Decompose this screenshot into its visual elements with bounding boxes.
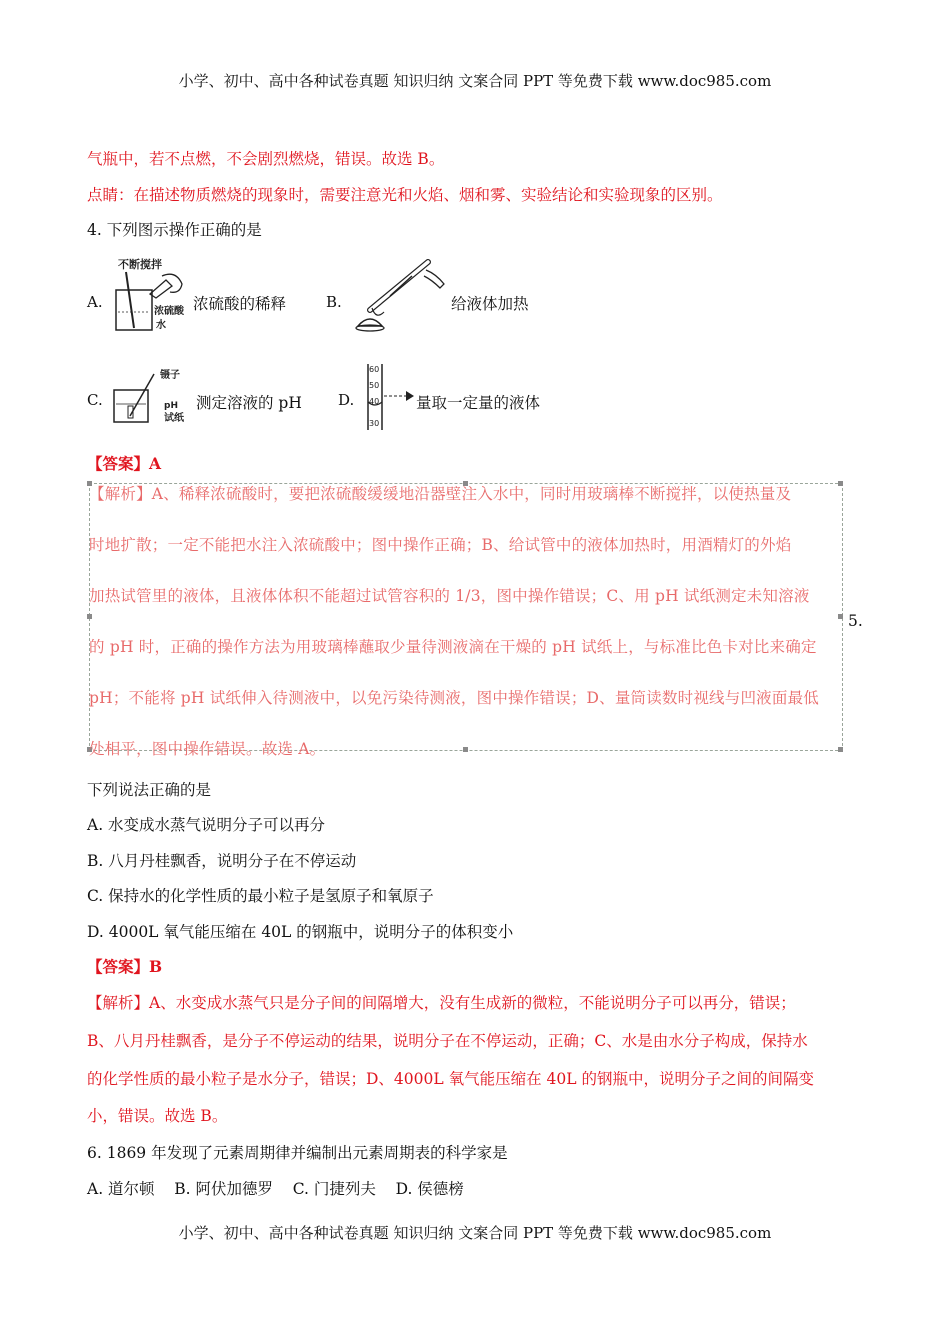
ph-label: pH	[164, 401, 178, 411]
q5-option-d: D. 4000L 氧气能压缩在 40L 的钢瓶中，说明分子的体积变小	[87, 923, 514, 941]
q5-explanation-line: 小，错误。故选 B。	[87, 1107, 228, 1125]
prev-explanation-end: 气瓶中，若不点燃，不会剧烈燃烧，错误。故选 B。	[87, 150, 445, 168]
resize-handle-mr[interactable]	[838, 614, 843, 619]
resize-handle-tr[interactable]	[838, 481, 843, 486]
cylinder-illustration	[362, 360, 418, 432]
q6-options: A. 道尔顿 B. 阿伏加德罗 C. 门捷列夫 D. 侯德榜	[87, 1180, 464, 1198]
prev-tip: 点睛：在描述物质燃烧的现象时，需要注意光和火焰、烟和雾、实验结论和实验现象的区别。	[87, 186, 723, 204]
q5-explanation-line: B、八月丹桂飘香，是分子不停运动的结果，说明分子在不停运动，正确；C、水是由水分子构成，保持水	[87, 1032, 808, 1050]
page-header: 小学、初中、高中各种试卷真题 知识归纳 文案合同 PPT 等免费下载 www.doc985.com	[178, 72, 772, 90]
q4-explanation-line: 【解析】A、稀释浓硫酸时，要把浓硫酸缓缓地沿器壁注入水中，同时用玻璃棒不断搅拌，以使热量及	[89, 485, 792, 503]
q4-option-c-text: 测定溶液的 pH	[196, 394, 302, 412]
q4-explanation-box[interactable]	[89, 483, 843, 751]
q4-option-b-letter: B.	[326, 293, 342, 311]
q4-explanation-line: 处相平，图中操作错误。故选 A。	[89, 740, 326, 758]
q4-option-d-text: 量取一定量的液体	[416, 394, 541, 412]
q4-explanation-line: 的 pH 时，正确的操作方法为用玻璃棒蘸取少量待测液滴在干燥的 pH 试纸上，与标准比色卡对比来确定	[89, 638, 817, 656]
resize-handle-br[interactable]	[838, 747, 843, 752]
dilution-illustration	[106, 254, 192, 334]
page-footer: 小学、初中、高中各种试卷真题 知识归纳 文案合同 PPT 等免费下载 www.doc985.com	[178, 1224, 772, 1242]
q5-stem: 下列说法正确的是	[87, 781, 212, 799]
scale-40: 40	[369, 397, 380, 406]
water-label: 水	[156, 320, 166, 331]
q4-option-c-letter: C.	[87, 391, 103, 409]
q4-option-a-text: 浓硫酸的稀释	[193, 295, 287, 313]
q4-stem: 4. 下列图示操作正确的是	[87, 221, 262, 239]
tweezers-label: 镊子	[160, 370, 180, 381]
scale-60: 60	[369, 365, 380, 374]
resize-handle-ml[interactable]	[87, 614, 92, 619]
q5-option-c: C. 保持水的化学性质的最小粒子是氢原子和氧原子	[87, 887, 434, 905]
q5-answer: 【答案】B	[87, 957, 163, 976]
ph-test-illustration	[108, 366, 194, 426]
q4-answer: 【答案】A	[87, 454, 162, 473]
q6-stem: 6. 1869 年发现了元素周期律并编制出元素周期表的科学家是	[87, 1144, 508, 1162]
q5-explanation-line: 【解析】A、水变成水蒸气只是分子间的间隔增大，没有生成新的微粒，不能说明分子可以再分，错误；	[87, 994, 796, 1012]
q4-explanation-line: pH；不能将 pH 试纸伸入待测液中，以免污染待测液，图中操作错误；D、量筒读数时视线与凹液面最低	[89, 689, 819, 707]
heating-illustration	[350, 250, 450, 334]
q4-option-d-letter: D.	[338, 391, 355, 409]
q5-option-b: B. 八月丹桂飘香，说明分子在不停运动	[87, 852, 357, 870]
q4-option-a-letter: A.	[87, 293, 103, 311]
q5-explanation-line: 的化学性质的最小粒子是水分子，错误；D、4000L 氧气能压缩在 40L 的钢瓶中，说明分子之间的间隔变	[87, 1070, 814, 1088]
acid-label: 浓硫酸	[154, 306, 184, 317]
q4-explanation-line: 时地扩散；一定不能把水注入浓硫酸中；图中操作正确；B、给试管中的液体加热时，用酒精灯的外焰	[89, 536, 792, 554]
paper-label: 试纸	[164, 413, 184, 424]
resize-handle-bc[interactable]	[463, 747, 468, 752]
q4-option-b-text: 给液体加热	[451, 295, 529, 313]
scale-30: 30	[369, 419, 380, 428]
q5-number: 5.	[848, 612, 863, 630]
q5-option-a: A. 水变成水蒸气说明分子可以再分	[87, 816, 326, 834]
scale-50: 50	[369, 381, 380, 390]
stir-label: 不断搅拌	[118, 258, 162, 271]
q4-explanation-line: 加热试管里的液体，且液体体积不能超过试管容积的 1/3，图中操作错误；C、用 pH 试纸测定未知溶液	[89, 587, 810, 605]
